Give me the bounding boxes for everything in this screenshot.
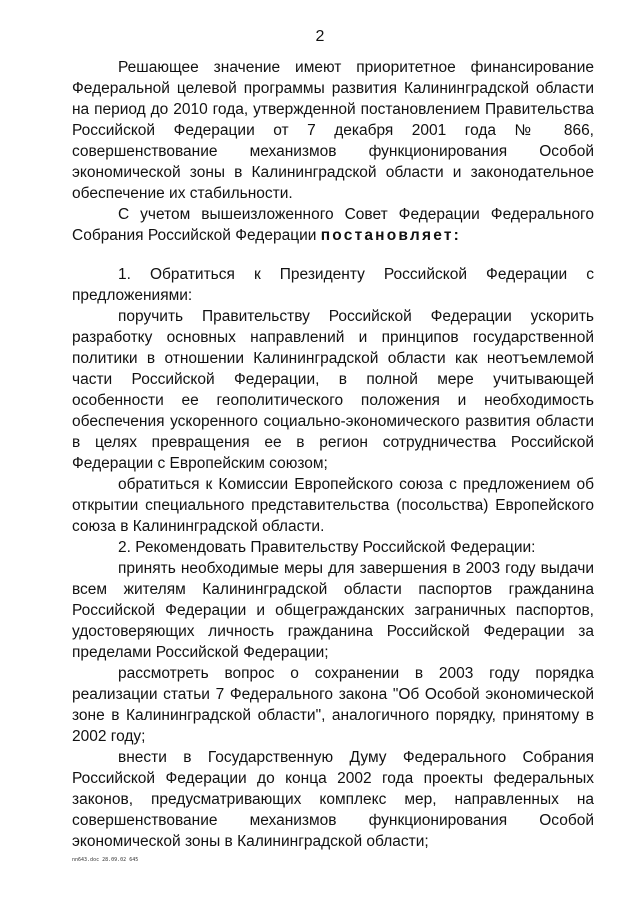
paragraph-passports: принять необходимые меры для завершения в 2003 году выдачи всем жителям Калининградской области паспортов гражданина Российской Федерации и общегражданских заграничных паспортов, удостоверяющих личность гражданина Российской Федерации за пределами Российской Федерации; — [72, 560, 594, 661]
paragraph-item-1: 1. Обратиться к Президенту Российской Федерации с предложениями: — [72, 266, 594, 304]
paragraph-eu-commission: обратиться к Комиссии Европейского союза с предложением об открытии специального представительства (посольства) Европейского союза в Калининградской области. — [72, 476, 594, 535]
paragraph-article-7: рассмотреть вопрос о сохранении в 2003 году порядка реализации статьи 7 Федерального закона "Об Особой экономической зоне в Калининградской области", аналогичного порядку, принятому в 2002 году; — [72, 665, 594, 745]
paragraph-preamble — [72, 204, 594, 246]
paragraph-priority-financing: Решающее значение имеют приоритетное финансирование Федеральной целевой программы развития Калининградской области на период до 2010 года, утвержденной постановлением Правительства Российской Федерации от 7 декабря 2001 года № 866, совершенствование механизмов функционирования Особой экономической зоны в Калининградской области и законодательное обеспечение их стабильности. — [72, 59, 594, 202]
document-body — [72, 57, 594, 852]
page-number: 2 — [315, 28, 325, 45]
paragraph-instruct-government: поручить Правительству Российской Федерации ускорить разработку основных направлений и принципов государственной политики в отношении Калининградской области как неотъемлемой части Российской Федерации, в полной мере учитывающей особенности ее геополитического положения и необходимость обеспечения ускоренного социально-экономического развития области в целях превращения ее в регион сотрудничества Российской Федерации с Европейским союзом; — [72, 308, 594, 472]
paragraph-draft-laws: внести в Государственную Думу Федерального Собрания Российской Федерации до конца 2002 года проекты федеральных законов, предусматривающих комплекс мер, направленных на совершенствование механизмов функционирования Особой экономической зоны в Калининградской области; — [72, 749, 594, 850]
file-footer: nn643.doc 28.09.02 645 — [72, 857, 139, 863]
paragraph-item-2: 2. Рекомендовать Правительству Российской Федерации: — [118, 539, 536, 556]
resolution-word: постановляет: — [320, 227, 461, 244]
preamble-text: С учетом вышеизложенного Совет Федерации Федерального Собрания Российской Федерации — [72, 206, 594, 244]
